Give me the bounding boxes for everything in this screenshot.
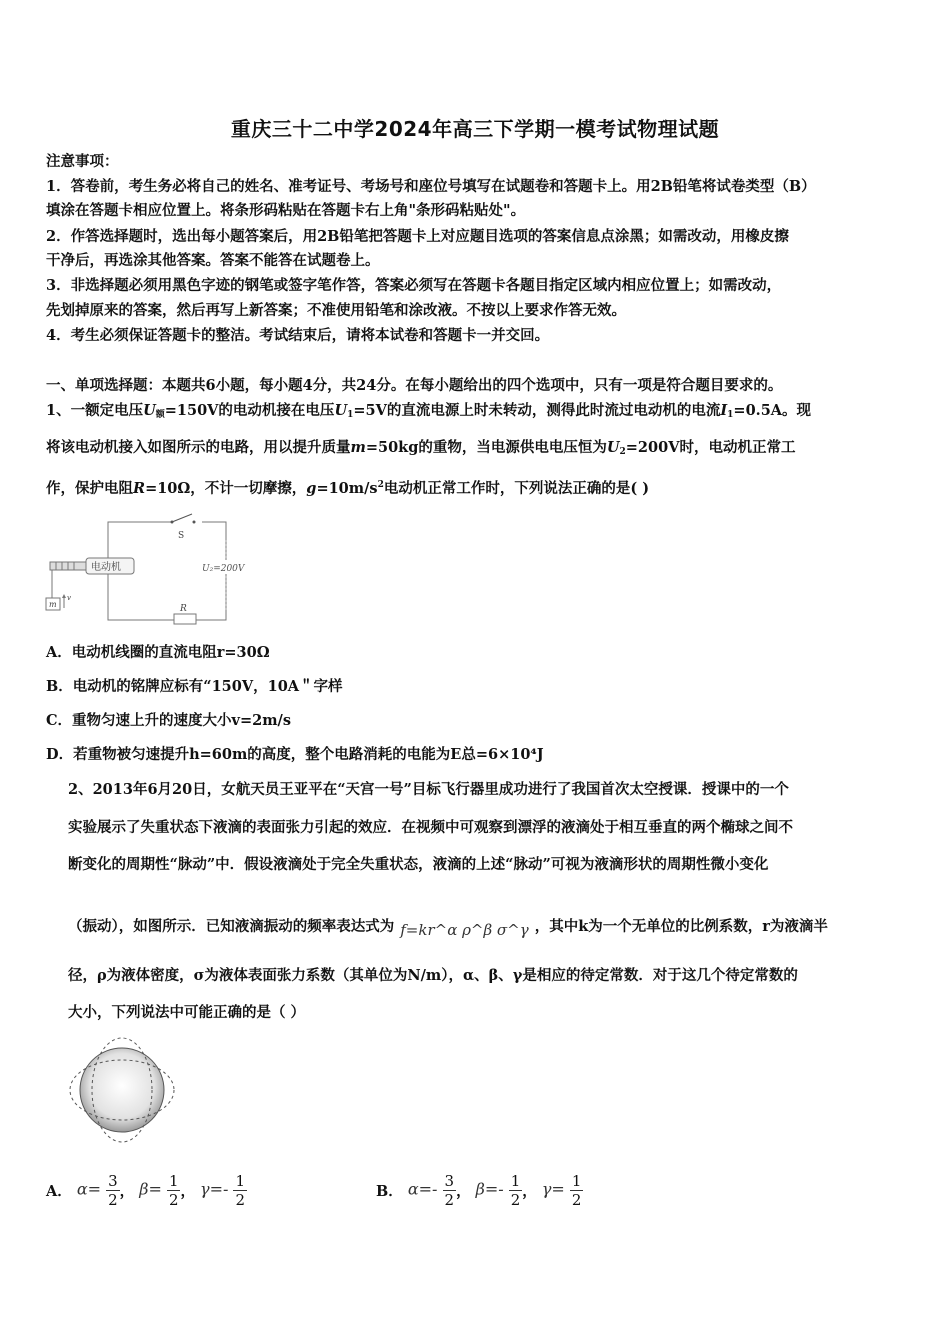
mass-label: m	[49, 600, 57, 609]
q2-b-gamma: $\frac{1}{2}$	[571, 1172, 582, 1209]
q2-b-alpha: $\frac{3}{2}$	[444, 1172, 455, 1209]
q2-line-2: 实验展示了失重状态下液滴的表面张力引起的效应．在视频中可观察到漂浮的液滴处于相互垂直的两个椭球之间不	[68, 819, 793, 836]
page-title: 重庆三十二中学2024年高三下学期一模考试物理试题	[230, 117, 720, 141]
notice-line-3: 2．作答选择题时，选出每小题答案后，用2B铅笔把答题卡上对应题目选项的答案信息点涂黑；如需改动，用橡皮擦	[46, 228, 789, 245]
q1-option-b: B．电动机的铭牌应标有“150V，10A＂字样	[46, 678, 343, 695]
droplet-oscillation-diagram	[66, 1035, 178, 1145]
resistor-icon	[174, 614, 196, 624]
q2-line-3: 断变化的周期性“脉动”中．假设液滴处于完全失重状态，液滴的上述“脉动”可视为液滴形状的周期性微小变化	[68, 856, 769, 873]
section-heading: 一、单项选择题：本题共6小题，每小题4分，共24分。在每小题给出的四个选项中，只有一项是符合题目要求的。	[46, 377, 783, 394]
q2-a-gamma: $\frac{1}{2}$	[235, 1172, 246, 1209]
q2-line-5: 径，ρ为液体密度，σ为液体表面张力系数（其单位为N/m），α、β、γ是相应的待定常数．对于这几个待定常数的	[68, 967, 798, 984]
q2-option-b: B． α=- $\frac{3}{2}$ ， β=- $\frac{1}{2}$ ， γ= $\frac{1}{2}$	[376, 1172, 582, 1209]
q2-line-4: （振动），如图所示．已知液滴振动的频率表达式为 f=kr^α ρ^β σ^γ ，其中k为一个无单位的比例系数，r为液滴半	[68, 918, 828, 939]
voltage-label: U₂=200V	[202, 564, 245, 574]
q1-option-d: D．若重物被匀速提升h=60m的高度，整个电路消耗的电能为E总=6×10⁴J	[46, 746, 544, 763]
q2-option-a: A． α= $\frac{3}{2}$ ， β= $\frac{1}{2}$ ， γ=- $\frac{1}{2}$	[46, 1172, 246, 1209]
motor-label: 电动机	[91, 562, 121, 573]
resistor-label: R	[180, 604, 187, 614]
droplet-icon	[80, 1048, 164, 1132]
notice-line-4: 干净后，再选涂其他答案。答案不能答在试题卷上。	[46, 252, 380, 269]
q1-line-2: 将该电动机接入如图所示的电路，用以提升质量m=50kg的重物，当电源供电电压恒为$U_2=200V$时，电动机正常工	[46, 439, 796, 457]
notice-line-5: 3．非选择题必须用黑色字迹的钢笔或签字笔作答，答案必须写在答题卡各题目指定区域内相应位置上；如需改动，	[46, 277, 782, 294]
notice-heading: 注意事项：	[46, 153, 119, 170]
q2-line-1: 2、2013年6月20日，女航天员王亚平在“天宫一号”目标飞行器里成功进行了我国首次太空授课．授课中的一个	[68, 781, 789, 798]
q2-a-alpha: $\frac{3}{2}$	[108, 1172, 118, 1209]
q2-a-beta: $\frac{1}{2}$	[168, 1172, 179, 1209]
q2-b-beta: $\frac{1}{2}$	[510, 1172, 521, 1209]
q1-line-3: 作，保护电阻R=10Ω，不计一切摩擦，$g=10m/s^2$电动机正常工作时，下列说法正确的是( )	[46, 480, 650, 497]
q1-option-c: C．重物匀速上升的速度大小v=2m/s	[46, 712, 292, 729]
velocity-label: v	[67, 594, 71, 602]
q2-line-6: 大小，下列说法中可能正确的是（ ）	[68, 1004, 306, 1021]
notice-line-2: 填涂在答题卡相应位置上。将条形码粘贴在答题卡右上角"条形码粘贴处"。	[46, 202, 526, 219]
notice-line-1: 1．答卷前，考生务必将自己的姓名、准考证号、考场号和座位号填写在试题卷和答题卡上。用2B铅笔将试卷类型（B）	[46, 178, 816, 195]
frequency-formula: f=kr^α ρ^β σ^γ	[400, 921, 529, 939]
circuit-diagram	[42, 510, 257, 625]
q1-line-1: 1、一额定电压$U_额=150V$的电动机接在电压$U_1=5V$的直流电源上时未转动，测得此时流过电动机的电流$I_1=0.5A$。现	[46, 402, 812, 420]
q1-option-a: A．电动机线圈的直流电阻r=30Ω	[46, 644, 270, 661]
notice-line-6: 先划掉原来的答案，然后再写上新答案；不准使用铅笔和涂改液。不按以上要求作答无效。	[46, 302, 626, 319]
notice-line-7: 4．考生必须保证答题卡的整洁。考试结束后，请将本试卷和答题卡一并交回。	[46, 327, 550, 344]
switch-label: S	[178, 531, 185, 541]
